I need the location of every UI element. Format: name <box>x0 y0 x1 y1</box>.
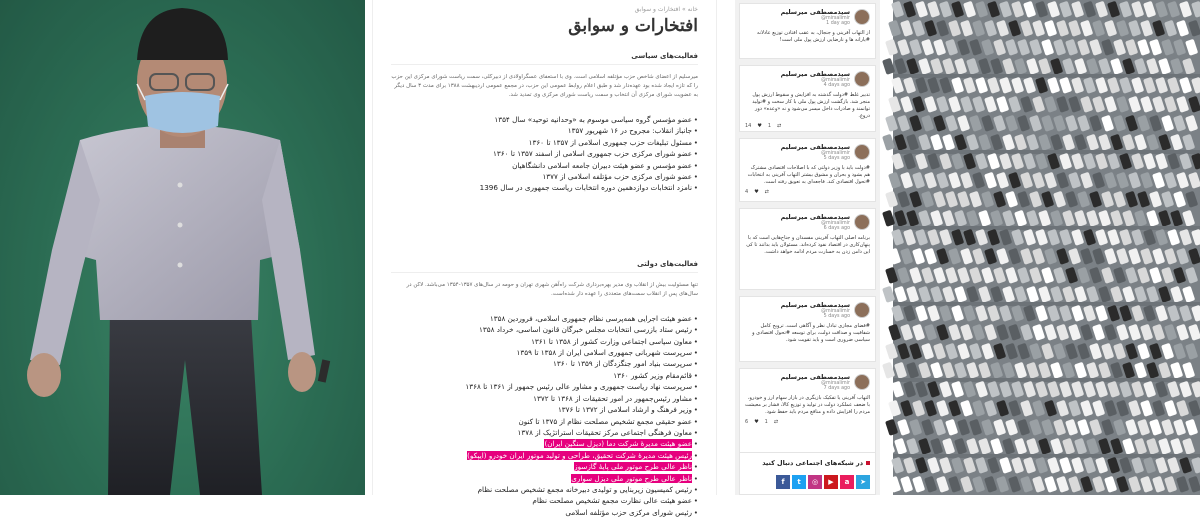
highlighted-list-item: • ناظر عالی طرح موتور ملی دیزل سواری <box>391 473 698 484</box>
tweet-text: از التهاب آفرینی و جنجال، به عقب افتادن توزیع عادلانه #یارانه ها و نارضایی ارزش پول ملی است! <box>757 30 870 43</box>
tweet-author[interactable]: سیدمصطفی میرسلیم <box>780 143 850 151</box>
social-follow-box <box>739 452 876 495</box>
list-item: • سرپرست بنیاد امور جنگزدگان از ۱۳۵۹ تا ۱۳۶۰ <box>391 358 698 369</box>
tweet-handle[interactable]: @mirsalimir <box>821 309 850 314</box>
tweet-card[interactable] <box>739 138 876 202</box>
heart-icon[interactable]: ♥ <box>754 189 759 195</box>
avatar[interactable] <box>854 302 870 318</box>
political-list <box>391 114 698 194</box>
tweet-stats <box>745 189 870 195</box>
tweet-card[interactable] <box>739 208 876 290</box>
highlighted-list-item: • ناظر عالی طرح موتور ملی پایهٔ گازسوز <box>391 461 698 472</box>
government-intro: تنها مسئولیت بیش از انقلاب وی مدیر بهره‌برداری شرکت راه‌آهن شهری تهران و حومه در سال‌های ۱۳۵۷-۱۳۵۴ می‌باشد. لاکن در سال‌های پس از انقلاب سمت‌های متعددی را عهده دار شده‌است. <box>406 281 698 297</box>
article-panel <box>372 0 717 517</box>
tweet-handle[interactable]: @mirsalimir <box>821 381 850 386</box>
man-in-mask-illustration <box>0 0 365 495</box>
tweet-date: 4 days ago <box>823 83 850 88</box>
highlighted-list-item: • رئیس هیئت مدیرهٔ شرکت تحقیق، طراحی و تولید موتور ایران خودرو (ایپکو) <box>391 450 698 461</box>
list-item: • قائم‌مقام وزیر کشور ۱۳۶۰ <box>391 370 698 381</box>
tweet-handle[interactable]: @mirsalimir <box>821 151 850 156</box>
government-list <box>391 313 698 518</box>
list-item: • مشاور رئیس‌جمهور در امور تحقیقات از ۱۳۶۸ تا ۱۳۷۲ <box>391 393 698 404</box>
tweet-stats <box>745 419 870 425</box>
retweet-icon[interactable]: ⇄ <box>773 419 779 425</box>
list-item: • سرپرست شهربانی جمهوری اسلامی ایران از ۱۳۵۸ تا ۱۳۵۹ <box>391 347 698 358</box>
retweet-count: 1 <box>764 419 768 425</box>
section-title-government: فعالیت‌های دولتی <box>391 260 698 273</box>
list-item: • وزیر فرهنگ و ارشاد اسلامی از ۱۳۷۲ تا ۱۳۷۶ <box>391 404 698 415</box>
tweet-text: التهاب آفرینی یا تفکیک بازیگری در بازار سهام ارز و خودرو، با ضعف عملکرد دولت در تولید و توزیع کالا، فشار بر معیشت مردم را افزایش داده و منافع مردم باید حفظ شود. <box>745 395 870 415</box>
tweet-date: 1 day ago <box>826 21 850 26</box>
tweet-author[interactable]: سیدمصطفی میرسلیم <box>780 213 850 221</box>
tweet-author[interactable]: سیدمصطفی میرسلیم <box>780 301 850 309</box>
tweet-handle[interactable]: @mirsalimir <box>821 16 850 21</box>
youtube-icon[interactable]: ▶ <box>824 475 838 489</box>
list-item: • عضو شورای مرکزی حزب جمهوری اسلامی از اسفند ۱۳۵۷ تا ۱۳۶۰ <box>391 148 698 159</box>
social-title <box>745 459 870 467</box>
instagram-icon[interactable]: ◎ <box>808 475 822 489</box>
tweet-date: 5 days ago <box>823 156 850 161</box>
parking-lot-photo <box>893 0 1200 495</box>
aparat-icon[interactable]: a <box>840 475 854 489</box>
tweet-date: 5 days ago <box>823 314 850 319</box>
list-item: • سرپرست نهاد ریاست جمهوری و مشاور عالی رئیس جمهور از ۱۳۶۱ تا ۱۳۶۸ <box>391 381 698 392</box>
retweet-icon[interactable]: ⇄ <box>764 189 769 195</box>
tweet-card[interactable] <box>739 65 876 132</box>
like-count: 6 <box>745 419 749 425</box>
page-title: افتخارات و سوابق <box>568 16 698 36</box>
section-title-political: فعالیت‌های سیاسی <box>391 52 698 65</box>
telegram-icon[interactable]: ➤ <box>856 475 870 489</box>
tweet-stats <box>745 123 870 129</box>
avatar[interactable] <box>854 9 870 25</box>
list-item: • عضو شورای مرکزی حزب مؤتلفه اسلامی از ۱۳۷۷ <box>391 171 698 182</box>
avatar[interactable] <box>854 214 870 230</box>
list-item: • معاون فرهنگی اجتماعی مرکز تحقیقات استراتژیک از ۱۳۷۸ <box>391 427 698 438</box>
retweet-count: 1 <box>767 123 772 129</box>
tweet-card[interactable] <box>739 296 876 362</box>
tweet-card[interactable] <box>739 3 876 59</box>
tweet-handle[interactable]: @mirsalimir <box>821 221 850 226</box>
heart-icon[interactable]: ♥ <box>754 419 759 425</box>
tweet-author[interactable]: سیدمصطفی میرسلیم <box>780 8 850 16</box>
list-item: • رئیس ستاد بازرسی انتخابات مجلس خبرگان قانون اساسی، خرداد ۱۳۵۸ <box>391 324 698 335</box>
list-item: • نامزد انتخابات دوازدهمین دوره انتخابات ریاست جمهوری در سال 1396 <box>391 182 698 193</box>
avatar[interactable] <box>854 144 870 160</box>
list-item: • عضو هیئت عالی نظارت مجمع تشخیص مصلحت نظام <box>391 495 698 506</box>
tweet-handle[interactable]: @mirsalimir <box>821 78 850 83</box>
list-item: • عضو مؤسس گروه سیاسی موسوم به «وحدانیه توحید» سال ۱۳۵۴ <box>391 114 698 125</box>
parked-cars-illustration <box>893 0 1200 495</box>
retweet-icon[interactable]: ⇄ <box>777 123 782 129</box>
tweet-date: 7 days ago <box>823 386 850 391</box>
list-item: • عضو مؤسس و عضو هیئت دبیران جامعه اسلامی دانشگاهیان <box>391 160 698 171</box>
list-item: • جانباز انقلاب: مجروح در ۱۶ شهریور ۱۳۵۷ <box>391 125 698 136</box>
social-icons <box>745 475 870 489</box>
political-intro: میرسلیم از اعضای شاخص حزب مؤتلفه اسلامی است. وی با استعفای عسگراولادی از دبیرکلی، سمت ریاست شورای مرکزی این حزب را که تازه ایجاد شده بود عهده‌دار شد و طبق اعلام روابط عمومی این حزب، در مجمع عمومی اردیبهشت ۱۳۸۸ برای مدت ۳ سال دیگر به عضویت شورای مرکزی آن انتخاب و سمت ریاست شورای مرکزی وی تمدید شد. <box>391 74 698 98</box>
list-item: • معاون سیاسی اجتماعی وزارت کشور از ۱۳۵۸ تا ۱۳۶۱ <box>391 336 698 347</box>
like-count: 4 <box>745 189 749 195</box>
social-title-text: در شبکه‌های اجتماعی دنبال کنید <box>762 459 863 467</box>
breadcrumb[interactable]: خانه » افتخارات و سوابق <box>634 6 698 13</box>
tweet-text: #دولت باید با وزیر دولتی که با اصلاحات اقتصادی مشترک هم بشود و بحران و مشوق بیشتر التهاب آفرینی به انتخابات #تحول اقتصادی کند. فاجعه‌ای به تعویق رفته است. <box>747 165 870 185</box>
tweet-text: برنامه اصلی التهاب آفرینی مفسدان و جناح‌هایی است که با پنهان‌کاری در اقتصاد نفوذ کرده‌اند. مسئولان باید بدانند تا کی این دامن زدن به خسارت مردم ادامه خواهد داشت. <box>746 235 870 255</box>
tweet-text: تدبیر غلط #دولت گذشته به افزایش و سقوط ارزش پول منجر شد. بازگشت ارزش پول ملی با کار سخت و #تولید توانمند و صادرات داخل میسر می‌شود و نه «وعده» دور دروغ. <box>752 92 870 119</box>
twitter-icon[interactable]: t <box>792 475 806 489</box>
tweet-text: #فضای مجازی تبادل نظر و آگاهی است. ترویج کامل شفافیت و صداقت دولت، برای توسعه #تحول اقتصادی و سیاسی ضروری است و باید تقویت شود. <box>752 323 870 343</box>
heart-icon[interactable]: ♥ <box>757 123 762 129</box>
list-item: • رئیس شورای مرکزی حزب مؤتلفه اسلامی <box>391 507 698 518</box>
tweets-column <box>735 0 880 495</box>
list-item: • رئیس کمیسیون زیربنایی و تولیدی دبیرخانه مجمع تشخیص مصلحت نظام <box>391 484 698 495</box>
list-item: • مسئول تبلیغات حزب جمهوری اسلامی از ۱۳۵۷ تا ۱۳۶۰ <box>391 137 698 148</box>
tweet-card[interactable] <box>739 368 876 458</box>
list-item: • عضو هیئت اجرایی همه‌پرسی نظام جمهوری اسلامی، فروردین ۱۳۵۸ <box>391 313 698 324</box>
tweet-author[interactable]: سیدمصطفی میرسلیم <box>780 373 850 381</box>
portrait-photo <box>0 0 365 495</box>
like-count: 14 <box>745 123 752 129</box>
tweet-author[interactable]: سیدمصطفی میرسلیم <box>780 70 850 78</box>
avatar[interactable] <box>854 374 870 390</box>
highlighted-list-item: • عضو هیئت مدیرهٔ شرکت دما (دیزل سنگین ایران) <box>391 438 698 449</box>
list-item: • عضو حقیقی مجمع تشخیص مصلحت نظام از ۱۳۷۵ تا کنون <box>391 416 698 427</box>
facebook-icon[interactable]: f <box>776 475 790 489</box>
title-marker-icon <box>866 461 870 465</box>
tweet-date: 6 days ago <box>823 226 850 231</box>
avatar[interactable] <box>854 71 870 87</box>
